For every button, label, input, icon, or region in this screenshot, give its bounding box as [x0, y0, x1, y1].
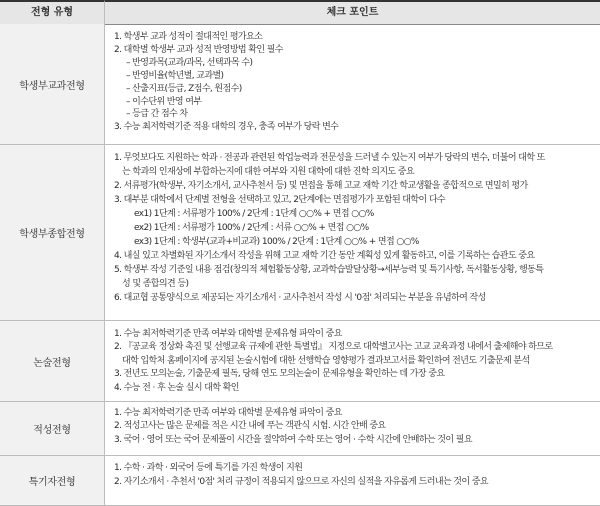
check-point-line: 2. 대학별 학생부 교과 성적 반영방법 확인 필수	[114, 44, 283, 55]
check-point-line: – 반영비율(학년별, 교과별)	[126, 70, 224, 81]
check-point-line: 2. 서류평가(학생부, 자기소개서, 교사추천서 등) 및 면접을 통해 고교 재학 기간 학교생활을 종합적으로 면밀히 평가	[114, 181, 528, 191]
check-point-line: 1. 수능 최저학력기준 만족 여부와 대학별 문제유형 파악이 중요	[114, 408, 342, 418]
check-point-line: – 산출지표(등급, Z점수, 원점수)	[126, 83, 242, 94]
check-point-line: 3. 전년도 모의논술, 기출문제 필독, 당해 연도 모의논술이 문제유형을 확인하는 데 가장 중요	[114, 369, 445, 380]
check-point-line: 4. 내실 있고 차별화된 자기소개서 작성을 위해 고교 재학 기간 동안 계획성 있게 활동하고, 이를 기록하는 습관도 중요	[114, 251, 535, 261]
check-point-line: 2. 자기소개서 · 추천서 '0점' 처리 규정이 적용되지 않으므로 자신의 실적을 자유롭게 드러내는 것이 중요	[114, 477, 488, 488]
check-point-line: ex2) 1단계 : 서류평가 100% / 2단계 : 서류 ○○% + 면접 ○○%	[134, 223, 369, 233]
table-row	[0, 24, 600, 145]
check-point-line: 5. 학생부 작성 기준일 내용 점검(창의적 체험활동상황, 교과학습발달상황→세부능력 및 특기사항, 독서활동상황, 행동특	[114, 265, 544, 275]
row-type-label: 논술전형	[0, 321, 105, 401]
check-point-line: 는 학과의 인재상에 부합하는지에 대한 여부와 지원 대학에 대한 진학 의지도 중요	[122, 167, 414, 177]
check-point-line: 1. 학생부 교과 성적이 절대적인 평가요소	[114, 32, 263, 42]
check-point-line: 6. 대교협 공통양식으로 제공되는 자기소개서 · 교사추천서 작성 시 '0점' 처리되는 부분을 유념하여 작성	[114, 293, 486, 303]
check-point-line: 1. 수학 · 과학 · 외국어 등에 특기를 가진 학생이 지원	[114, 463, 303, 473]
check-point-line: 4. 수능 전 · 후 논술 실시 대학 확인	[114, 382, 239, 393]
check-point-line: 2. 『공교육 정상화 촉진 및 선행교육 규제에 관한 특별법』 지정으로 대학별고사는 고교 교육과정 내에서 출제해야 하므로	[114, 342, 553, 353]
check-point-line: – 이수단위 반영 여부	[126, 96, 202, 107]
row-check-points	[114, 145, 594, 320]
table-row	[0, 456, 600, 506]
check-point-line: – 반영과목(교과/과목, 선택과목 수)	[126, 57, 253, 68]
check-point-line: 성 및 종합의견 등)	[122, 279, 189, 289]
check-point-line: 대학 입학처 홈페이지에 공지된 논술시험에 대한 선행학습 영향평가 결과보고서를 확인하여 전년도 기출문제 분석	[122, 355, 530, 366]
row-check-points	[114, 321, 594, 401]
check-point-line: 3. 대부분 대학에서 단계별 전형을 선택하고 있고, 2단계에는 면접평가가 포함된 대학이 다수	[114, 195, 446, 205]
header-check-points: 체크 포인트	[105, 0, 600, 25]
check-point-line: 1. 무엇보다도 지원하는 학과 · 전공과 관련된 학업능력과 전문성을 드러낼 수 있는지 여부가 당락의 변수, 더불어 대학 또	[114, 153, 545, 163]
row-type-label: 학생부교과전형	[0, 24, 105, 144]
check-point-line: 3. 수능 최저학력기준 적용 대학의 경우, 충족 여부가 당락 변수	[114, 122, 339, 133]
row-type-label: 적성전형	[0, 402, 105, 455]
check-point-line: 1. 수능 최저학력기준 만족 여부와 대학별 문제유형 파악이 중요	[114, 329, 342, 339]
row-check-points	[114, 402, 594, 455]
check-point-line: ex1) 1단계 : 서류평가 100% / 2단계 : 1단계 ○○% + 면접 ○○%	[134, 209, 374, 219]
check-point-line: 3. 국어 · 영어 또는 국어 문제풀이 시간을 절약하여 수학 또는 영어 · 수학 시간에 안배하는 것이 필요	[114, 434, 472, 445]
check-point-line: 2. 적성고사는 많은 문제를 적은 시간 내에 푸는 객관식 시험. 시간 안배 중요	[114, 421, 386, 432]
header-admission-type: 전형 유형	[0, 0, 105, 25]
table-row	[0, 402, 600, 456]
table-row	[0, 145, 600, 321]
table-row	[0, 321, 600, 402]
row-check-points	[114, 24, 594, 144]
check-point-line: – 등급 간 점수 차	[126, 109, 188, 120]
check-point-line: ex3) 1단계 : 학생부(교과+비교과) 100% / 2단계 : 1단계 ○○% + 면접 ○○%	[134, 237, 419, 247]
row-type-label: 특기자전형	[0, 456, 105, 505]
row-check-points	[114, 456, 594, 505]
row-type-label: 학생부종합전형	[0, 145, 105, 320]
